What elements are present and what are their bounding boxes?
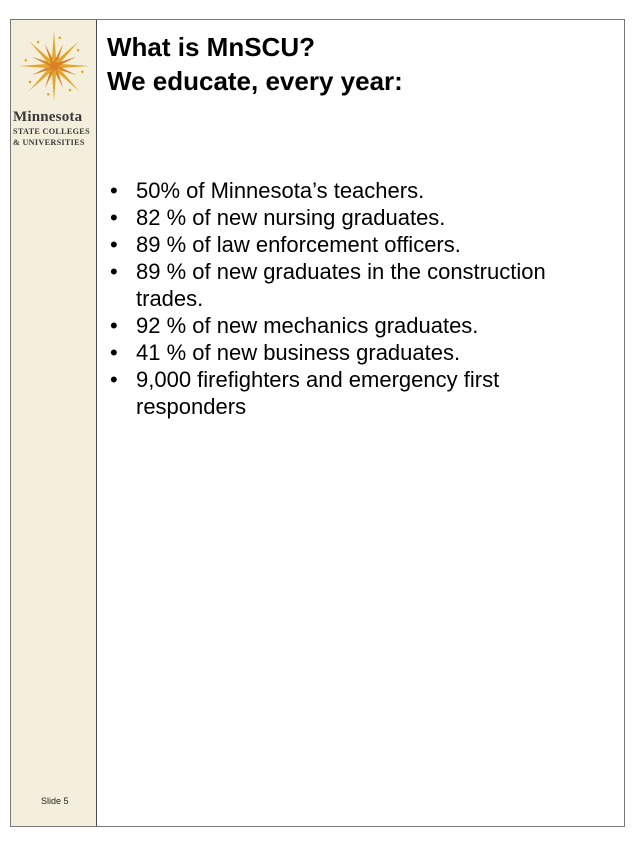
logo-title: Minnesota bbox=[13, 109, 83, 125]
star-accent bbox=[69, 89, 72, 92]
star-accent bbox=[37, 41, 40, 44]
bullet-item: • 92 % of new mechanics graduates. bbox=[107, 312, 612, 339]
bullet-item: • 41 % of new business graduates. bbox=[107, 339, 612, 366]
bullet-item: • 9,000 firefighters and emergency first responders bbox=[107, 366, 612, 420]
star-accent bbox=[58, 36, 61, 39]
bullet-item: • 50% of Minnesota’s teachers. bbox=[107, 177, 612, 204]
bullet-item: • 82 % of new nursing graduates. bbox=[107, 204, 612, 231]
star-accent bbox=[29, 81, 32, 84]
university-logo-text bbox=[13, 110, 97, 147]
star-accent bbox=[24, 59, 27, 62]
logo-subtitle-2: & UNIVERSITIES bbox=[13, 138, 85, 148]
slide-title bbox=[107, 30, 607, 98]
slide-number: Slide 5 bbox=[41, 796, 69, 806]
title-line-2: We educate, every year: bbox=[107, 66, 403, 96]
slide bbox=[10, 19, 625, 827]
bullet-item: • 89 % of law enforcement officers. bbox=[107, 231, 612, 258]
logo-subtitle-1: STATE COLLEGES bbox=[13, 127, 90, 136]
star-accent bbox=[81, 70, 84, 73]
star-accent bbox=[77, 49, 80, 52]
bullet-item: • 89 % of new graduates in the construction trades. bbox=[107, 258, 612, 312]
title-line-1: What is MnSCU? bbox=[107, 32, 315, 62]
sidebar bbox=[11, 20, 97, 826]
star-accent bbox=[47, 93, 50, 96]
bullet-list bbox=[107, 177, 612, 420]
star-logo-icon bbox=[14, 26, 94, 106]
